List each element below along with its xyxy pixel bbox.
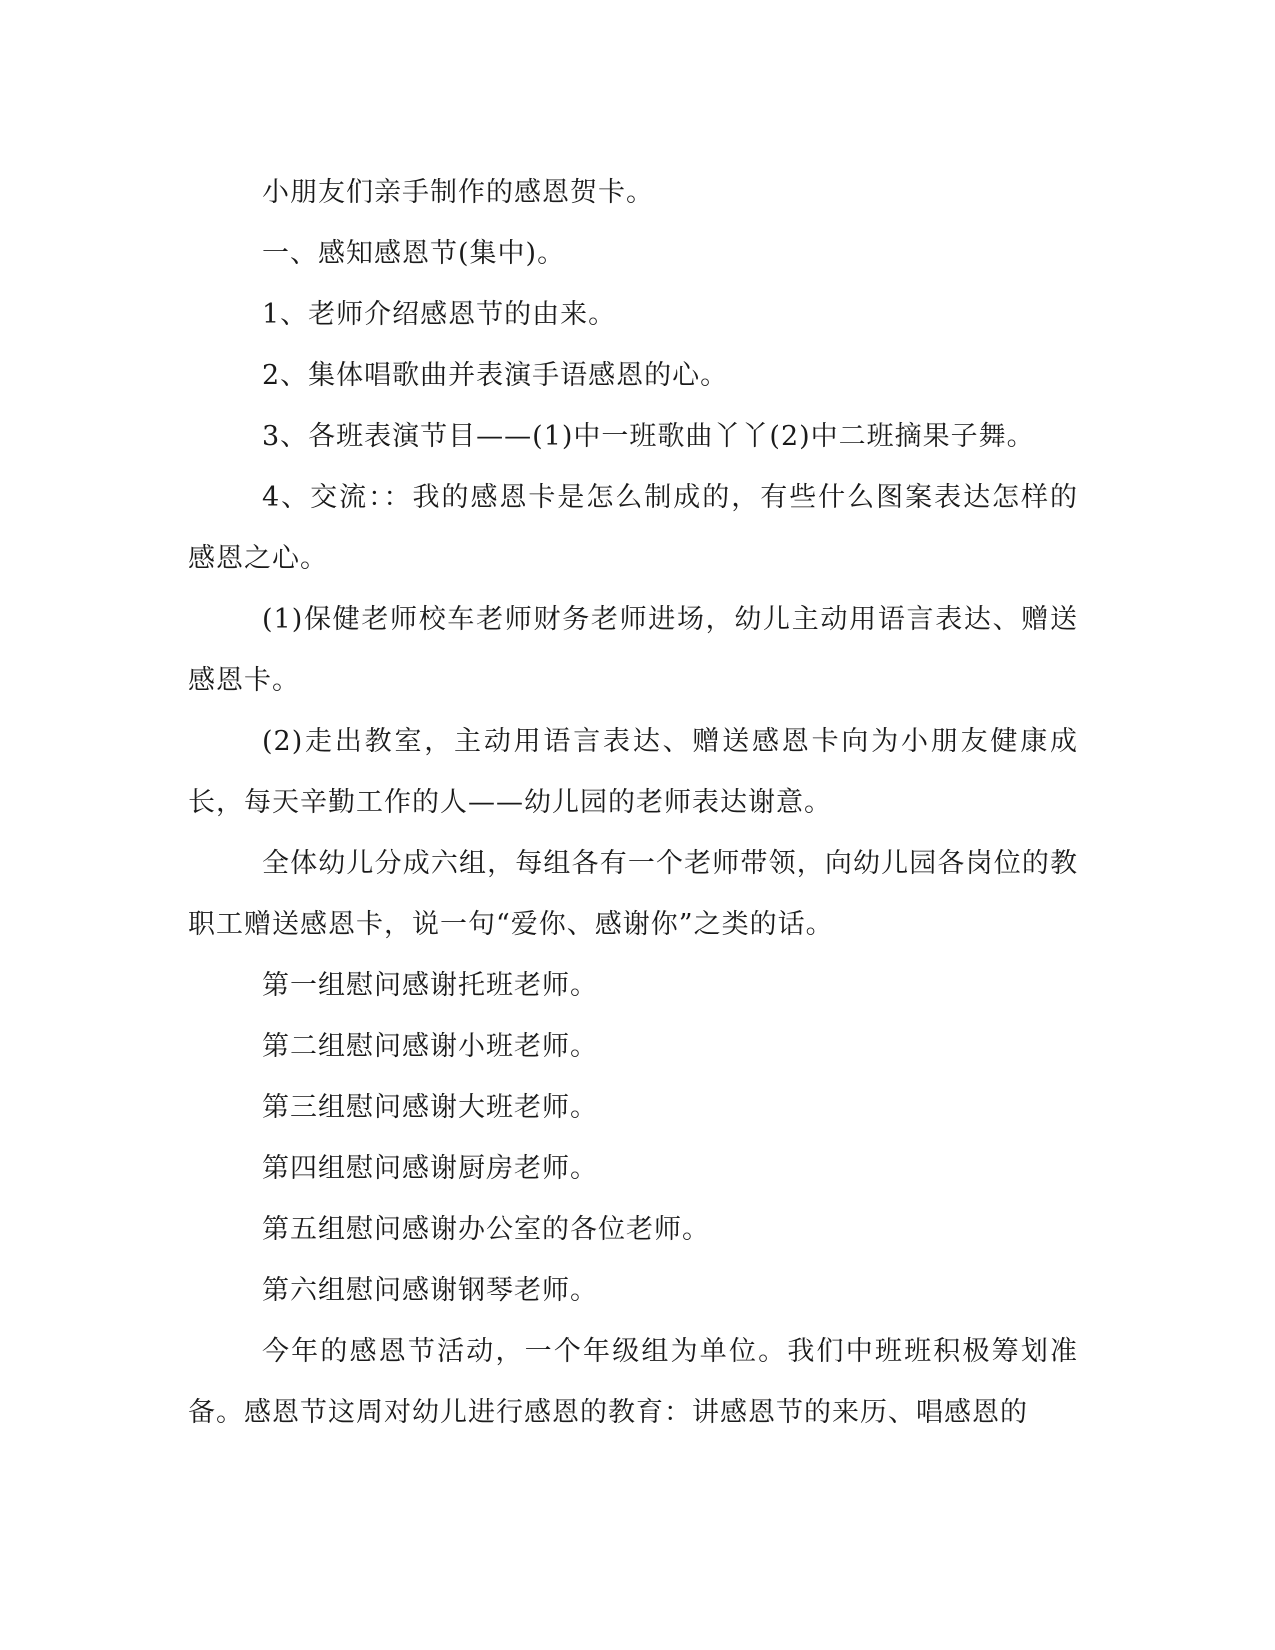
group-item: 第四组慰问感谢厨房老师。	[262, 1153, 598, 1184]
list-item: 4、交流：：我的感恩卡是怎么制成的，有些什么图案表达怎样的感恩之心。	[188, 482, 1078, 574]
group-item: 第二组慰问感谢小班老师。	[262, 1031, 598, 1062]
paragraph: 全体幼儿分成六组，每组各有一个老师带领，向幼儿园各岗位的教职工赠送感恩卡，说一句“爱你、感谢你”之类的话。	[188, 848, 1078, 940]
group-item: 第五组慰问感谢办公室的各位老师。	[262, 1214, 710, 1245]
sub-item: (2)走出教室，主动用语言表达、赠送感恩卡向为小朋友健康成长，每天辛勤工作的人——幼儿园的老师表达谢意。	[188, 726, 1078, 818]
list-item: 3、各班表演节目——(1)中一班歌曲丫丫(2)中二班摘果子舞。	[262, 421, 1035, 452]
list-item: 2、集体唱歌曲并表演手语感恩的心。	[262, 360, 729, 391]
group-item: 第六组慰问感谢钢琴老师。	[262, 1275, 598, 1306]
group-item: 第一组慰问感谢托班老师。	[262, 970, 598, 1001]
paragraph-closing: 今年的感恩节活动，一个年级组为单位。我们中班班积极筹划准备。感恩节这周对幼儿进行感恩的教育：讲感恩节的来历、唱感恩的	[188, 1336, 1078, 1428]
section-heading: 一、感知感恩节(集中)。	[262, 238, 566, 269]
list-item: 1、老师介绍感恩节的由来。	[262, 299, 617, 330]
paragraph-intro: 小朋友们亲手制作的感恩贺卡。	[262, 177, 654, 208]
group-item: 第三组慰问感谢大班老师。	[262, 1092, 598, 1123]
document-body	[188, 162, 1078, 1443]
sub-item: (1)保健老师校车老师财务老师进场，幼儿主动用语言表达、赠送感恩卡。	[188, 604, 1078, 696]
